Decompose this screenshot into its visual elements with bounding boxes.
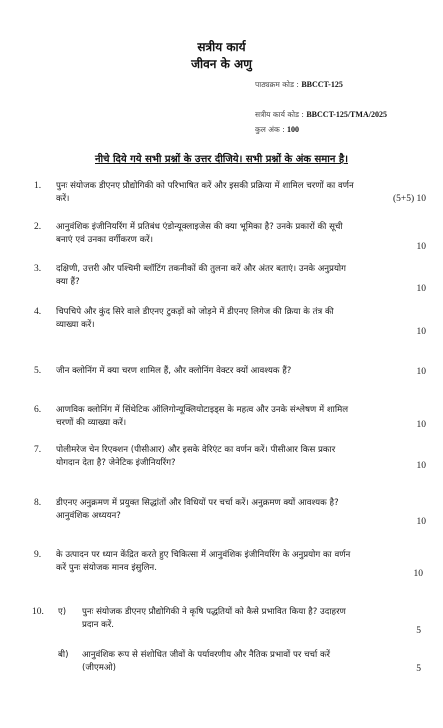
question-marks: 10 <box>416 367 426 377</box>
question-marks: 10 <box>416 327 426 337</box>
question-text: दक्षिणी, उत्तरी और पश्चिमी ब्लॉटिंग तकनीकों की तुलना करें और अंतर बताएं। उनके अनुप्रयोग क्या हैं? <box>56 264 346 287</box>
question-text: पोलीमरेज चेन रिएक्शन (पीसीआर) और इसके वेरिएंट का वर्णन करें। पीसीआर किस प्रकार योगदान देता है? जेनेटिक इंजीनियरिंग? <box>56 445 336 468</box>
part-text: पुनः संयोजक डीएनए प्रौद्योगिकी ने कृषि पद्धतियों को कैसे प्रभावित किया है? उदाहरण प्रदान करें. <box>82 607 346 630</box>
question-marks: 10 <box>413 569 423 579</box>
part-label: बी) <box>58 650 69 660</box>
part-label: ए) <box>58 607 67 617</box>
question-text: पुनः संयोजक डीएनए प्रौद्योगिकी को परिभाषित करें और इसकी प्रक्रिया में शामिल चरणों का वर्णन करें। <box>56 181 354 204</box>
total-marks-value: 100 <box>287 125 300 134</box>
part-marks: 5 <box>416 664 421 674</box>
assignment-subtitle: जीवन के अणु <box>191 57 252 71</box>
question-text: जीन क्लोनिंग में क्या चरण शामिल हैं, और क्लोनिंग वेक्टर क्यों आवश्यक हैं? <box>56 366 292 376</box>
part-text: आनुवंशिक रूप से संशोधित जीवों के पर्यावरणीय और नैतिक प्रभावों पर चर्चा करें (जीएमओ) <box>82 650 331 673</box>
question-number: 4. <box>34 307 42 317</box>
question-number: 9. <box>34 550 42 560</box>
course-code-value: BBCCT-125 <box>301 80 343 89</box>
question-text: आणविक क्लोनिंग में सिंथेटिक ऑलिगोन्यूक्लियोटाइड्स के महत्व और उनके संश्लेषण में शामिल चरणों की व्याख्या करें। <box>56 405 349 428</box>
question-text: चिपचिपे और कुंद सिरे वाले डीएनए टुकड़ों को जोड़ने में डीएनए लिगेज की क्रिया के तंत्र की व्याख्या करें। <box>56 307 334 330</box>
question-text: आनुवंशिक इंजीनियरिंग में प्रतिबंध एंडोन्यूक्लाइजेस की क्या भूमिका है? उनके प्रकारों की सूची बनाएं एवं उनका वर्गीकरण करें। <box>56 222 343 245</box>
question-number: 1. <box>34 181 42 191</box>
question-number: 10. <box>32 607 44 617</box>
total-marks-label: कुल अंक : <box>255 125 285 134</box>
question-marks: (5+5) 10 <box>392 194 426 204</box>
question-number: 8. <box>34 498 42 508</box>
instruction-heading: नीचे दिये गये सभी प्रश्नों के उत्तर दीजिये। सभी प्रश्नों के अंक समान है। <box>95 154 348 165</box>
question-number: 2. <box>34 222 42 232</box>
question-number: 3. <box>34 264 42 274</box>
question-marks: 10 <box>416 461 426 471</box>
assignment-code-line <box>255 110 387 120</box>
question-marks: 10 <box>416 420 426 430</box>
assignment-code-value: BBCCT-125/TMA/2025 <box>306 110 387 119</box>
course-code-line <box>255 80 343 90</box>
question-marks: 10 <box>416 284 426 294</box>
question-marks: 10 <box>416 517 426 527</box>
question-marks: 10 <box>416 242 426 252</box>
question-number: 5. <box>34 366 42 376</box>
question-number: 7. <box>34 445 42 455</box>
total-marks-line <box>255 125 299 135</box>
part-marks: 5 <box>416 626 421 636</box>
question-text: डीएनए अनुक्रमण में प्रयुक्त सिद्धांतों और विधियों पर चर्चा करें। अनुक्रमण क्यों आवश्यक है? आनुवंशिक अध्ययन? <box>56 498 339 521</box>
question-number: 6. <box>34 405 42 415</box>
question-text: के उत्पादन पर ध्यान केंद्रित करते हुए चिकित्सा में आनुवंशिक इंजीनियरिंग के अनुप्रयोग का वर्णन करें पुनः संयोजक मानव इंसुलिन. <box>56 550 351 573</box>
assignment-title: सत्रीय कार्य <box>197 40 246 54</box>
assignment-code-label: सत्रीय कार्य कोड : <box>255 110 304 119</box>
course-code-label: पाठ्यक्रम कोड : <box>255 80 299 89</box>
